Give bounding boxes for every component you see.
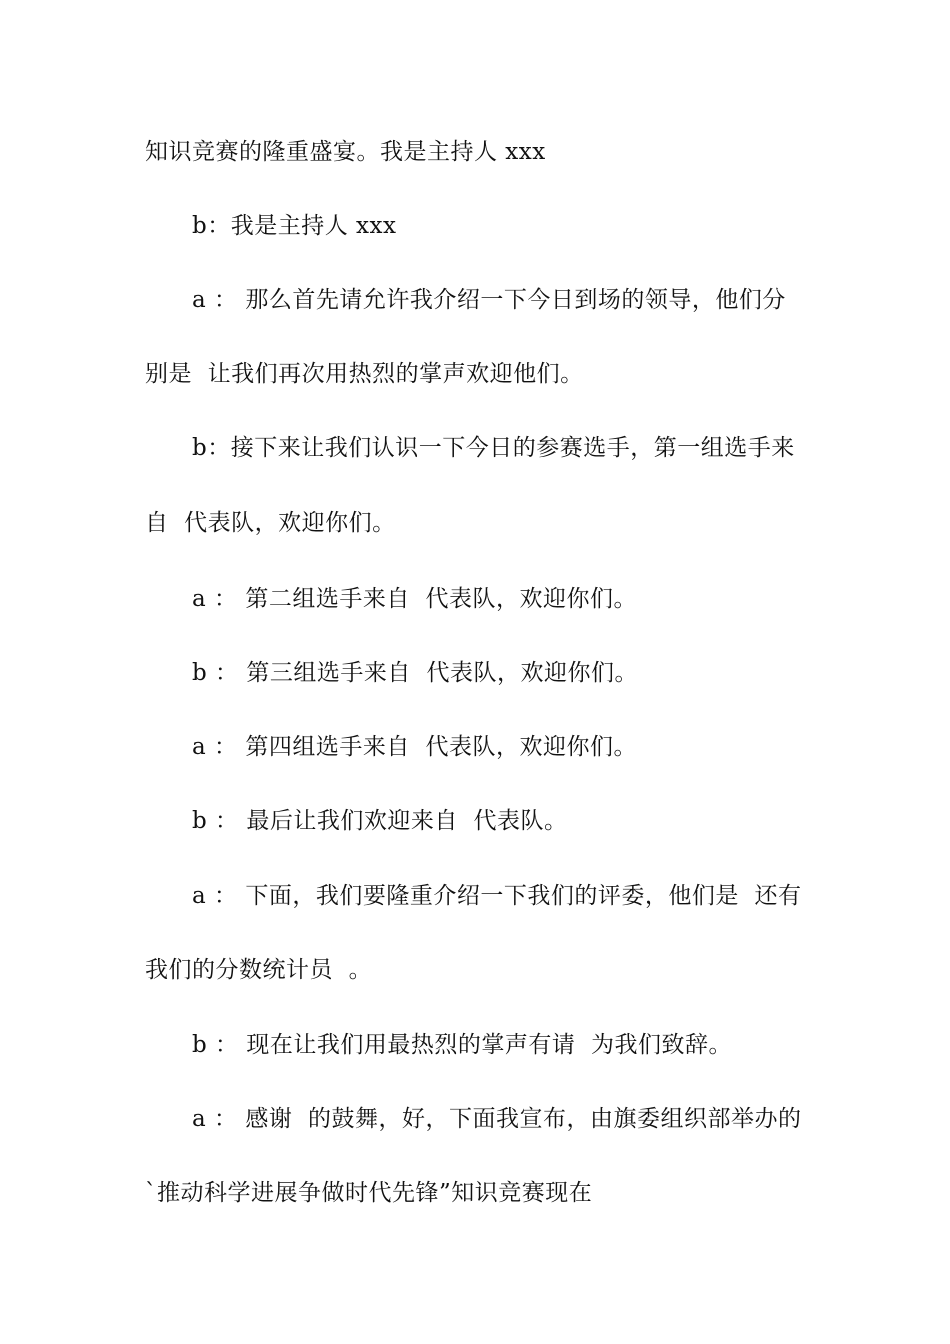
text-line: a ： 那么首先请允许我介绍一下今日到场的领导，他们分 [192, 287, 786, 313]
text-line: b：我是主持人 xxx [192, 213, 397, 239]
text-line: b ： 第三组选手来自 代表队，欢迎你们。 [192, 660, 638, 686]
text-line: a ： 下面，我们要隆重介绍一下我们的评委，他们是 还有 [192, 883, 802, 909]
text-line: b ： 现在让我们用最热烈的掌声有请 为我们致辞。 [192, 1032, 732, 1058]
text-line: a ： 第四组选手来自 代表队，欢迎你们。 [192, 734, 637, 760]
text-line: a ： 感谢 的鼓舞，好，下面我宣布，由旗委组织部举办的 [192, 1106, 802, 1132]
text-line: 自 代表队，欢迎你们。 [145, 510, 396, 536]
text-line: 别是 让我们再次用热烈的掌声欢迎他们。 [145, 361, 584, 387]
text-line: 我们的分数统计员 。 [145, 957, 373, 983]
text-line: a ： 第二组选手来自 代表队，欢迎你们。 [192, 586, 637, 612]
text-line: `推动科学进展争做时代先锋”知识竞赛现在 [145, 1180, 593, 1206]
text-line: b ： 最后让我们欢迎来自 代表队。 [192, 808, 568, 834]
text-line: 知识竞赛的隆重盛宴。我是主持人 xxx [145, 139, 546, 165]
text-line: b：接下来让我们认识一下今日的参赛选手，第一组选手来 [192, 435, 795, 461]
